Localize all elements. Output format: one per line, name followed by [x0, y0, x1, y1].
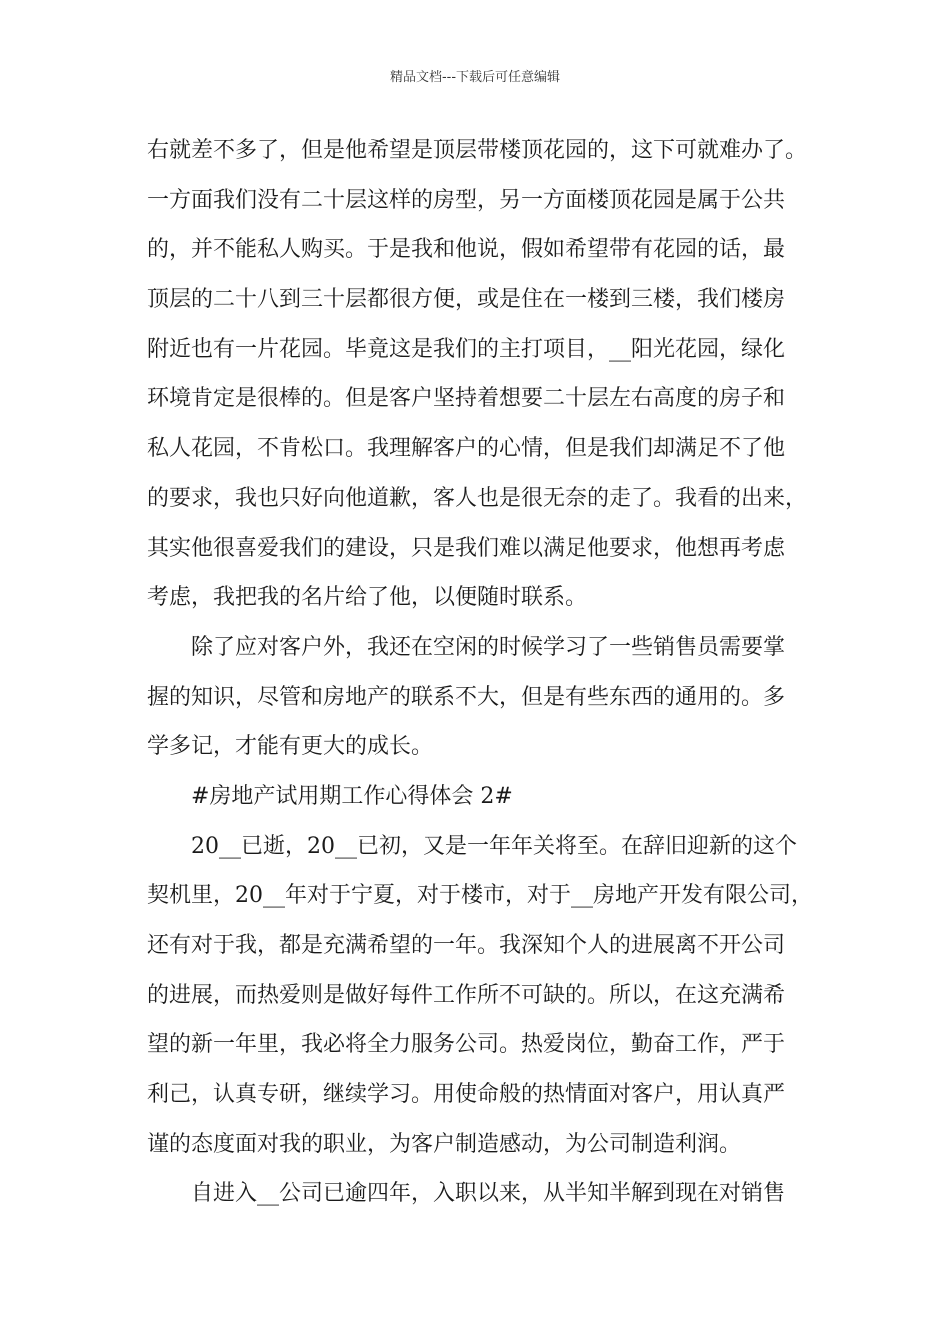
- text-line: 还有对于我，都是充满希望的一年。我深知个人的进展离不开公司: [147, 933, 786, 958]
- paragraph: [147, 126, 827, 623]
- section-heading: [147, 772, 827, 822]
- paragraph: [147, 623, 827, 772]
- text-line: 其实他很喜爱我们的建设，只是我们难以满足他要求，他想再考虑: [147, 535, 786, 561]
- text-line: 私人花园，不肯松口。我理解客户的心情，但是我们却满足不了他: [147, 436, 786, 462]
- paragraph: [147, 1169, 827, 1219]
- text-line: 的要求，我也只好向他道歉，客人也是很无奈的走了。我看的出来，: [147, 485, 808, 511]
- text-line: 谨的态度面对我的职业，为客户制造感动，为公司制造利润。: [147, 1131, 742, 1157]
- document-body: [147, 126, 827, 1219]
- text-line: 利己，认真专研，继续学习。用使命般的热情面对客户，用认真严: [147, 1082, 786, 1108]
- text-line: 附近也有一片花园。毕竟这是我们的主打项目，__阳光花园，绿化: [147, 336, 786, 362]
- text-line: 一方面我们没有二十层这样的房型，另一方面楼顶花园是属于公共: [147, 187, 786, 213]
- text-line: 的，并不能私人购买。于是我和他说，假如希望带有花园的话，最: [147, 237, 786, 263]
- text-line: 环境肯定是很棒的。但是客户坚持着想要二十层左右高度的房子和: [147, 386, 786, 412]
- text-line: #房地产试用期工作心得体会 2#: [191, 783, 513, 809]
- text-line: 自进入__公司已逾四年，入职以来，从半知半解到现在对销售: [191, 1181, 786, 1207]
- text-line: 握的知识，尽管和房地产的联系不大，但是有些东西的通用的。多: [147, 684, 786, 710]
- text-line: 20__已逝，20__已初，又是一年年关将至。在辞旧迎新的这个: [191, 833, 797, 859]
- page-header: 精品文档---下载后可任意编辑: [389, 70, 561, 85]
- text-line: 考虑，我把我的名片给了他，以便随时联系。: [147, 585, 588, 611]
- text-line: 契机里，20__年对于宁夏，对于楼市，对于__房地产开发有限公司，: [147, 883, 813, 909]
- text-line: 除了应对客户外，我还在空闲的时候学习了一些销售员需要掌: [191, 634, 786, 660]
- text-line: 的进展，而热爱则是做好每件工作所不可缺的。所以，在这充满希: [147, 982, 786, 1008]
- text-line: 右就差不多了，但是他希望是顶层带楼顶花园的，这下可就难办了。: [147, 138, 808, 163]
- text-line: 学多记，才能有更大的成长。: [147, 734, 434, 760]
- text-line: 顶层的二十八到三十层都很方便，或是住在一楼到三楼，我们楼房: [147, 287, 786, 313]
- paragraph: [147, 822, 827, 1170]
- text-line: 望的新一年里，我必将全力服务公司。热爱岗位，勤奋工作，严于: [147, 1032, 786, 1058]
